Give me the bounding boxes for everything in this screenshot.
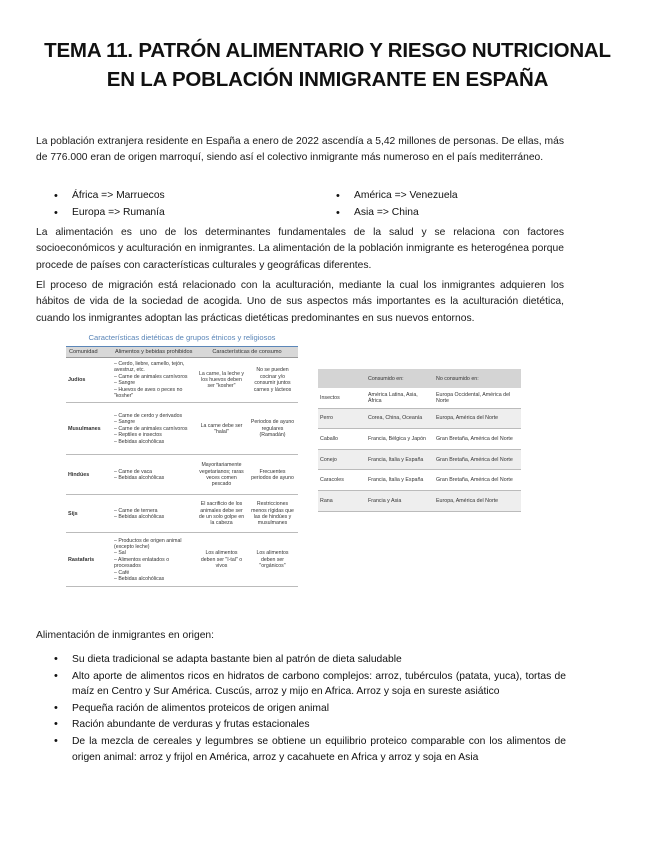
page-title: TEMA 11. PATRÓN ALIMENTARIO Y RIESGO NUTRICIONAL EN LA POBLACIÓN INMIGRANTE EN ESPAÑA <box>44 39 611 91</box>
table-row <box>318 449 521 470</box>
consumption-cell: Gran Bretaña, América del Norte <box>434 429 521 450</box>
consumption-cell: Rana <box>318 490 366 511</box>
consumption-cell: Europa Occidental, América del Norte <box>434 388 521 408</box>
diet-prohibited-cell: – Carne de ternera – Bebidas alcohólicas <box>112 495 196 533</box>
diet-consumption-cell: Frecuentes periodos de ayuno <box>247 455 298 495</box>
list-item: • Ración abundante de verduras y frutas estacionales <box>54 717 566 733</box>
origin-diet-list <box>54 652 566 766</box>
acculturation-paragraph: El proceso de migración está relacionado con la aculturación, mediante la cual los inmigrantes adquieren los hábitos de vida de la sociedad de acogida. Uno de sus aspectos más importantes es la aculturación dietética, cuando los inmigrantes adoptan las prácticas dietéticas predominantes en sus nuevos entornos. <box>36 280 564 324</box>
table-row <box>318 490 521 511</box>
intro-paragraph: La población extranjera residente en España a enero de 2022 ascendía a 5,42 millones de personas. De ellas, más de 776.000 eran de origen marroquí, siendo así el colectivo inmigrante más numeroso en el país mediterráneo. <box>36 136 564 164</box>
consumption-cell: Gran Bretaña, América del Norte <box>434 449 521 470</box>
list-item: • De la mezcla de cereales y legumbres se obtiene un equilibrio proteico comparable con los alimentos de origen animal: arroz y frijol en América, arroz y cacahuete en Africa y arroz y soja en Asia <box>54 734 566 765</box>
diet-consumption-cell: Los alimentos deben ser "orgánicos" <box>247 533 298 587</box>
diet-group-cell: Hindúes <box>66 455 112 495</box>
consumption-cell: Francia, Italia y España <box>366 449 434 470</box>
consumption-col-header <box>318 369 366 388</box>
consumption-cell: Francia, Bélgica y Japón <box>366 429 434 450</box>
list-item: • Pequeña ración de alimentos proteicos de origen animal <box>54 701 566 717</box>
list-item: • América => Venezuela <box>336 188 458 205</box>
consumption-cell: Europa, América del Norte <box>434 408 521 429</box>
list-item: • Su dieta tradicional se adapta bastante bien al patrón de dieta saludable <box>54 652 566 668</box>
list-item: • Asia => China <box>336 205 458 222</box>
table-row <box>318 388 521 408</box>
diet-prohibited-cell: – Carne de vaca – Bebidas alcohólicas <box>112 455 196 495</box>
diet-consumption-cell: Mayoritariamente vegetarianos; raras veces comen pescado <box>196 455 247 495</box>
consumption-cell: Gran Bretaña, América del Norte <box>434 470 521 491</box>
diet-col-header: Características de consumo <box>196 347 298 358</box>
consumption-cell: Francia, Italia y España <box>366 470 434 491</box>
diet-characteristics-table <box>66 332 298 587</box>
table-row <box>66 403 298 455</box>
diet-consumption-cell: Periodos de ayuno regulares (Ramadán) <box>247 403 298 455</box>
table-row <box>66 455 298 495</box>
diet-consumption-cell: La carne, la leche y los huevos deben ser "kosher" <box>196 358 247 403</box>
consumption-cell: Perro <box>318 408 366 429</box>
consumption-cell: Insectos <box>318 388 366 408</box>
diet-consumption-cell: Restricciones menos rígidas que las de hindúes y musulmanes <box>247 495 298 533</box>
diet-prohibited-cell: – Carne de cerdo y derivados – Sangre – Carne de animales carnívoros – Reptiles e insectos – Bebidas alcohólicas <box>112 403 196 455</box>
consumption-cell: Corea, China, Oceanía <box>366 408 434 429</box>
consumption-cell: Caracoles <box>318 470 366 491</box>
consumption-cell: Europa, América del Norte <box>434 490 521 511</box>
origin-diet-heading: Alimentación de inmigrantes en origen: <box>36 630 215 641</box>
table-row <box>66 495 298 533</box>
consumption-cell: Caballo <box>318 429 366 450</box>
table-row <box>66 358 298 403</box>
diet-table-title: Características dietéticas de grupos étnicos y religiosos <box>66 332 298 347</box>
diet-consumption-cell: Los alimentos deben ser "I-tal" o vivos <box>196 533 247 587</box>
determinants-paragraph: La alimentación es uno de los determinantes fundamentales de la salud y se relaciona con factores socioeconómicos y aculturación en inmigrantes. La alimentación de la población inmigrante es heterogénea porque procede de países con características culturales y geográficas diferentes. <box>36 227 564 271</box>
table-row <box>318 470 521 491</box>
diet-prohibited-cell: – Productos de origen animal (excepto leche) – Sal – Alimentos enlatados o procesados – Café – Bebidas alcohólicas <box>112 533 196 587</box>
diet-group-cell: Rastafaris <box>66 533 112 587</box>
diet-group-cell: Judíos <box>66 358 112 403</box>
diet-prohibited-cell: – Cerdo, liebre, camello, tejón, avestruz, etc. – Carne de animales carnívoros – Sangre – Huevos de aves o peces no "kosher" <box>112 358 196 403</box>
list-item: • África => Marruecos <box>54 188 165 205</box>
list-item: • Europa => Rumanía <box>54 205 165 222</box>
consumption-cell: Conejo <box>318 449 366 470</box>
food-consumption-table <box>318 369 521 512</box>
diet-group-cell: Sijs <box>66 495 112 533</box>
diet-consumption-cell: No se pueden cocinar y/o consumir juntos carnes y lácteos <box>247 358 298 403</box>
diet-col-header: Alimentos y bebidas prohibidos <box>112 347 196 358</box>
table-row <box>66 533 298 587</box>
table-row <box>318 429 521 450</box>
consumption-cell: América Latina, Asia, África <box>366 388 434 408</box>
diet-group-cell: Musulmanes <box>66 403 112 455</box>
consumption-cell: Francia y Asia <box>366 490 434 511</box>
diet-col-header: Comunidad <box>66 347 112 358</box>
diet-consumption-cell: El sacrificio de los animales debe ser de un solo golpe en la cabeza <box>196 495 247 533</box>
list-item: • Alto aporte de alimentos ricos en hidratos de carbono complejos: arroz, tubérculos (patata, yuca), tortas de maíz en Centro y Sur América. Cuscús, arroz y mijo en Africa. Arroz y soja en sureste asiático <box>54 669 566 700</box>
table-row <box>318 408 521 429</box>
consumption-col-header: Consumido en: <box>366 369 434 388</box>
diet-consumption-cell: La carne debe ser "halal" <box>196 403 247 455</box>
consumption-col-header: No consumido en: <box>434 369 521 388</box>
